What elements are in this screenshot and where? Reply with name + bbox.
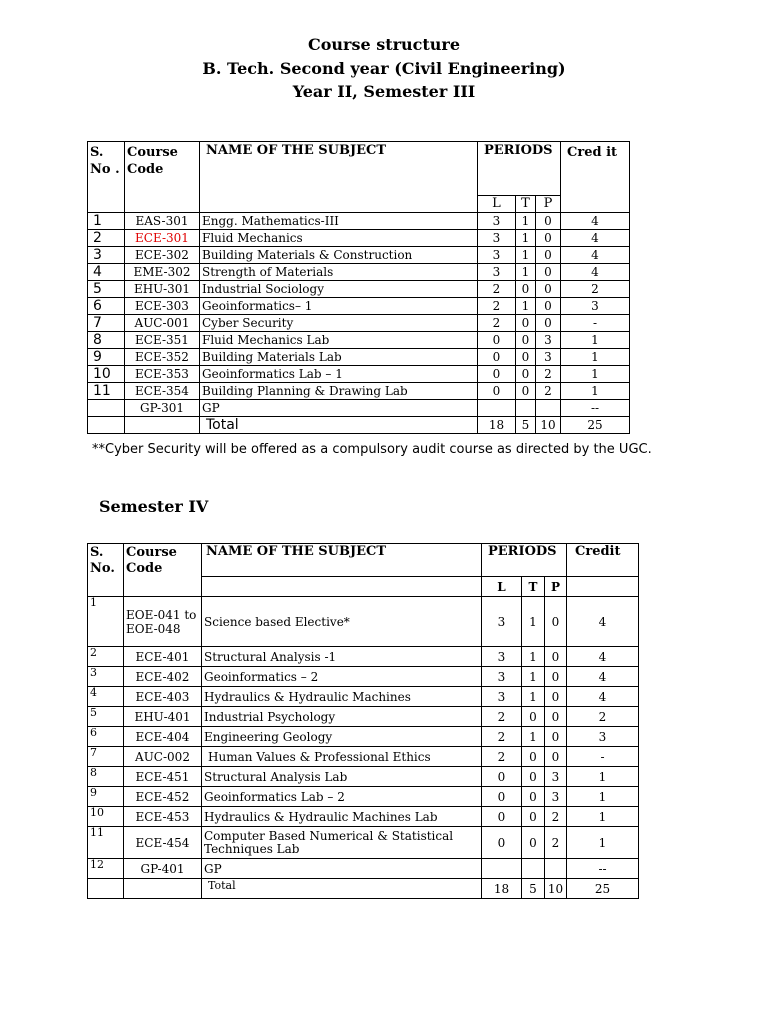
table-row	[88, 727, 639, 747]
row-l: 3	[478, 247, 516, 264]
row-t	[516, 400, 536, 417]
row-subject-name: Building Materials Lab	[200, 349, 478, 366]
semester-title: Year II, Semester III	[292, 82, 476, 101]
row-course-code: ECE-451	[124, 767, 202, 787]
row-course-code: ECE-351	[125, 332, 200, 349]
row-subject-name: Hydraulics & Hydraulic Machines	[202, 687, 482, 707]
row-l: 0	[482, 827, 522, 859]
row-p	[545, 859, 567, 879]
row-p: 0	[536, 298, 561, 315]
row-credit: 1	[567, 787, 639, 807]
row-p: 3	[545, 787, 567, 807]
table-row	[88, 281, 630, 298]
row-sno: 8	[88, 767, 124, 787]
total-t: 5	[516, 417, 536, 434]
table-row	[88, 687, 639, 707]
row-sno	[88, 400, 125, 417]
header-credit: Credit	[567, 544, 639, 577]
row-sno: 8	[88, 332, 125, 349]
row-subject-name: Science based Elective*	[202, 597, 482, 647]
header-l: L	[482, 577, 522, 597]
table-row	[88, 667, 639, 687]
row-course-code: ECE-354	[125, 383, 200, 400]
table-row	[88, 247, 630, 264]
row-course-code: ECE-352	[125, 349, 200, 366]
row-t: 1	[522, 647, 545, 667]
row-l: 0	[478, 332, 516, 349]
row-t: 0	[516, 383, 536, 400]
header-p: P	[545, 577, 567, 597]
row-t: 0	[516, 349, 536, 366]
row-l: 0	[478, 366, 516, 383]
table-row	[88, 383, 630, 400]
row-subject-name: Fluid Mechanics Lab	[200, 332, 478, 349]
row-sno: 1	[88, 597, 124, 647]
row-p: 0	[536, 247, 561, 264]
row-subject-name: Cyber Security	[200, 315, 478, 332]
row-sno: 3	[88, 667, 124, 687]
row-l: 0	[482, 767, 522, 787]
row-course-code: EME-302	[125, 264, 200, 281]
row-credit: 3	[567, 727, 639, 747]
row-l: 2	[478, 281, 516, 298]
row-p: 2	[545, 827, 567, 859]
row-course-code: ECE-453	[124, 807, 202, 827]
table-row	[88, 264, 630, 281]
table-row	[88, 597, 639, 647]
row-course-code: ECE-303	[125, 298, 200, 315]
header-periods: PERIODS	[478, 142, 561, 196]
total-p: 10	[545, 879, 567, 899]
row-p: 0	[536, 315, 561, 332]
row-p: 2	[536, 383, 561, 400]
total-l: 18	[482, 879, 522, 899]
table-row	[88, 747, 639, 767]
row-l: 3	[482, 647, 522, 667]
row-course-code: ECE-404	[124, 727, 202, 747]
header-periods: PERIODS	[482, 544, 567, 577]
row-t: 0	[522, 767, 545, 787]
semester-iii-body	[88, 213, 630, 417]
header-course-code: Course Code	[124, 544, 202, 597]
table-row	[88, 767, 639, 787]
row-credit: 1	[567, 827, 639, 859]
row-t: 0	[516, 332, 536, 349]
table-row	[88, 787, 639, 807]
row-p: 0	[545, 647, 567, 667]
row-t: 0	[516, 366, 536, 383]
row-sno: 2	[88, 230, 125, 247]
total-p: 10	[536, 417, 561, 434]
table-row	[88, 315, 630, 332]
row-subject-name: Human Values & Professional Ethics	[202, 747, 482, 767]
row-credit: 4	[561, 230, 630, 247]
row-p: 0	[536, 281, 561, 298]
row-l: 3	[478, 264, 516, 281]
row-subject-name: GP	[200, 400, 478, 417]
row-credit: 2	[567, 707, 639, 727]
row-sno: 2	[88, 647, 124, 667]
row-t: 1	[516, 213, 536, 230]
header-l: L	[478, 196, 516, 213]
row-credit: 1	[561, 332, 630, 349]
row-sno: 4	[88, 687, 124, 707]
row-subject-name: Industrial Sociology	[200, 281, 478, 298]
row-l: 2	[478, 298, 516, 315]
row-t: 1	[522, 687, 545, 707]
row-credit: --	[561, 400, 630, 417]
row-t: 1	[516, 230, 536, 247]
row-course-code: ECE-301	[125, 230, 200, 247]
semester-iii-table	[87, 141, 630, 434]
row-sno: 4	[88, 264, 125, 281]
header-credit: Cred it	[561, 142, 630, 213]
row-p: 0	[536, 213, 561, 230]
total-credit: 25	[561, 417, 630, 434]
row-p: 2	[545, 807, 567, 827]
row-sno: 9	[88, 787, 124, 807]
row-course-code: ECE-403	[124, 687, 202, 707]
row-l: 2	[482, 707, 522, 727]
row-sno: 6	[88, 298, 125, 315]
row-l: 2	[482, 727, 522, 747]
row-subject-name: Industrial Psychology	[202, 707, 482, 727]
row-credit: 1	[567, 767, 639, 787]
row-credit: 4	[567, 667, 639, 687]
row-t: 0	[522, 747, 545, 767]
row-course-code: AUC-002	[124, 747, 202, 767]
row-credit: 3	[561, 298, 630, 315]
row-sno: 10	[88, 807, 124, 827]
row-sno: 9	[88, 349, 125, 366]
row-credit: 4	[561, 213, 630, 230]
table-header-row	[88, 544, 639, 577]
row-sno: 6	[88, 727, 124, 747]
row-t: 1	[522, 727, 545, 747]
row-subject-name: Geoinformatics– 1	[200, 298, 478, 315]
row-subject-name: Engineering Geology	[202, 727, 482, 747]
row-sno: 11	[88, 827, 124, 859]
row-credit: 4	[567, 597, 639, 647]
header-t: T	[522, 577, 545, 597]
row-p: 0	[536, 230, 561, 247]
row-p: 0	[545, 597, 567, 647]
table-row	[88, 230, 630, 247]
row-l: 3	[482, 597, 522, 647]
row-sno: 7	[88, 315, 125, 332]
row-p: 3	[536, 332, 561, 349]
total-row	[88, 879, 639, 899]
table-row	[88, 807, 639, 827]
table-header-row	[88, 142, 630, 196]
row-l: 3	[478, 213, 516, 230]
row-credit: 2	[561, 281, 630, 298]
row-course-code: EHU-401	[124, 707, 202, 727]
row-credit: 4	[567, 687, 639, 707]
row-credit: --	[567, 859, 639, 879]
row-t: 1	[516, 264, 536, 281]
row-t: 0	[522, 787, 545, 807]
row-sno: 11	[88, 383, 125, 400]
row-course-code: EAS-301	[125, 213, 200, 230]
row-l: 0	[482, 787, 522, 807]
table-row	[88, 298, 630, 315]
row-sno: 1	[88, 213, 125, 230]
table-row	[88, 332, 630, 349]
table-row	[88, 213, 630, 230]
row-l	[482, 859, 522, 879]
row-p: 3	[545, 767, 567, 787]
table-row	[88, 366, 630, 383]
row-t: 1	[516, 298, 536, 315]
row-course-code: ECE-401	[124, 647, 202, 667]
row-sno: 5	[88, 281, 125, 298]
row-credit: 1	[567, 807, 639, 827]
row-subject-name: Geoinformatics Lab – 2	[202, 787, 482, 807]
row-p: 0	[545, 727, 567, 747]
row-l: 0	[478, 349, 516, 366]
row-credit: 1	[561, 349, 630, 366]
row-p: 0	[545, 707, 567, 727]
row-subject-name: Computer Based Numerical & Statistical Techniques Lab	[202, 827, 482, 859]
row-credit: 4	[561, 247, 630, 264]
row-sno: 12	[88, 859, 124, 879]
row-t: 0	[522, 807, 545, 827]
row-credit: 1	[561, 366, 630, 383]
row-l: 0	[478, 383, 516, 400]
row-t: 0	[516, 315, 536, 332]
total-row	[88, 417, 630, 434]
row-course-code: ECE-452	[124, 787, 202, 807]
row-l: 2	[482, 747, 522, 767]
row-l: 2	[478, 315, 516, 332]
row-course-code: GP-301	[125, 400, 200, 417]
row-t: 1	[516, 247, 536, 264]
doc-title: Course structure	[307, 35, 461, 54]
total-l: 18	[478, 417, 516, 434]
row-sno: 3	[88, 247, 125, 264]
table-row	[88, 707, 639, 727]
header-subject-name: NAME OF THE SUBJECT	[202, 544, 482, 577]
total-credit: 25	[567, 879, 639, 899]
row-t: 0	[522, 827, 545, 859]
header-sno: S. No .	[88, 142, 125, 213]
row-p: 0	[545, 667, 567, 687]
header-course-code: Course Code	[125, 142, 200, 213]
row-l: 3	[482, 687, 522, 707]
row-subject-name: Building Materials & Construction	[200, 247, 478, 264]
audit-course-note: **Cyber Security will be offered as a compulsory audit course as directed by the UGC.	[92, 442, 652, 457]
row-subject-name: Structural Analysis -1	[202, 647, 482, 667]
row-l: 0	[482, 807, 522, 827]
row-p: 0	[536, 264, 561, 281]
header-subject-name: NAME OF THE SUBJECT	[200, 142, 478, 213]
header-p: P	[536, 196, 561, 213]
row-p: 2	[536, 366, 561, 383]
row-p: 0	[545, 687, 567, 707]
total-label: Total	[200, 417, 478, 434]
row-course-code: ECE-402	[124, 667, 202, 687]
row-p: 0	[545, 747, 567, 767]
row-subject-name: Strength of Materials	[200, 264, 478, 281]
row-subject-name: Hydraulics & Hydraulic Machines Lab	[202, 807, 482, 827]
row-subject-name: GP	[202, 859, 482, 879]
row-sno: 5	[88, 707, 124, 727]
row-t: 1	[522, 597, 545, 647]
semester-iv-title: Semester IV	[99, 497, 209, 516]
row-credit: 4	[567, 647, 639, 667]
table-row	[88, 400, 630, 417]
table-row	[88, 647, 639, 667]
row-subject-name: Geoinformatics Lab – 1	[200, 366, 478, 383]
header-sno: S. No.	[88, 544, 124, 597]
total-label: Total	[202, 879, 482, 899]
row-credit: 1	[561, 383, 630, 400]
program-title: B. Tech. Second year (Civil Engineering)	[202, 59, 566, 78]
row-l: 3	[482, 667, 522, 687]
row-course-code: ECE-454	[124, 827, 202, 859]
row-subject-name: Engg. Mathematics-III	[200, 213, 478, 230]
row-sno: 10	[88, 366, 125, 383]
row-p	[536, 400, 561, 417]
table-row	[88, 827, 639, 859]
header-t: T	[516, 196, 536, 213]
semester-iv-body	[88, 597, 639, 879]
row-t: 1	[522, 667, 545, 687]
row-credit: -	[567, 747, 639, 767]
row-credit: 4	[561, 264, 630, 281]
row-course-code: AUC-001	[125, 315, 200, 332]
total-t: 5	[522, 879, 545, 899]
semester-iv-table	[87, 543, 639, 899]
row-t: 0	[516, 281, 536, 298]
row-course-code: EOE-041 to EOE-048	[124, 597, 202, 647]
row-credit: -	[561, 315, 630, 332]
table-row	[88, 859, 639, 879]
row-subject-name: Geoinformatics – 2	[202, 667, 482, 687]
row-course-code: EHU-301	[125, 281, 200, 298]
row-course-code: ECE-302	[125, 247, 200, 264]
row-course-code: GP-401	[124, 859, 202, 879]
row-p: 3	[536, 349, 561, 366]
row-subject-name: Building Planning & Drawing Lab	[200, 383, 478, 400]
row-subject-name: Structural Analysis Lab	[202, 767, 482, 787]
table-row	[88, 349, 630, 366]
row-t: 0	[522, 707, 545, 727]
row-l: 3	[478, 230, 516, 247]
row-t	[522, 859, 545, 879]
row-course-code: ECE-353	[125, 366, 200, 383]
row-subject-name: Fluid Mechanics	[200, 230, 478, 247]
row-l	[478, 400, 516, 417]
row-sno: 7	[88, 747, 124, 767]
